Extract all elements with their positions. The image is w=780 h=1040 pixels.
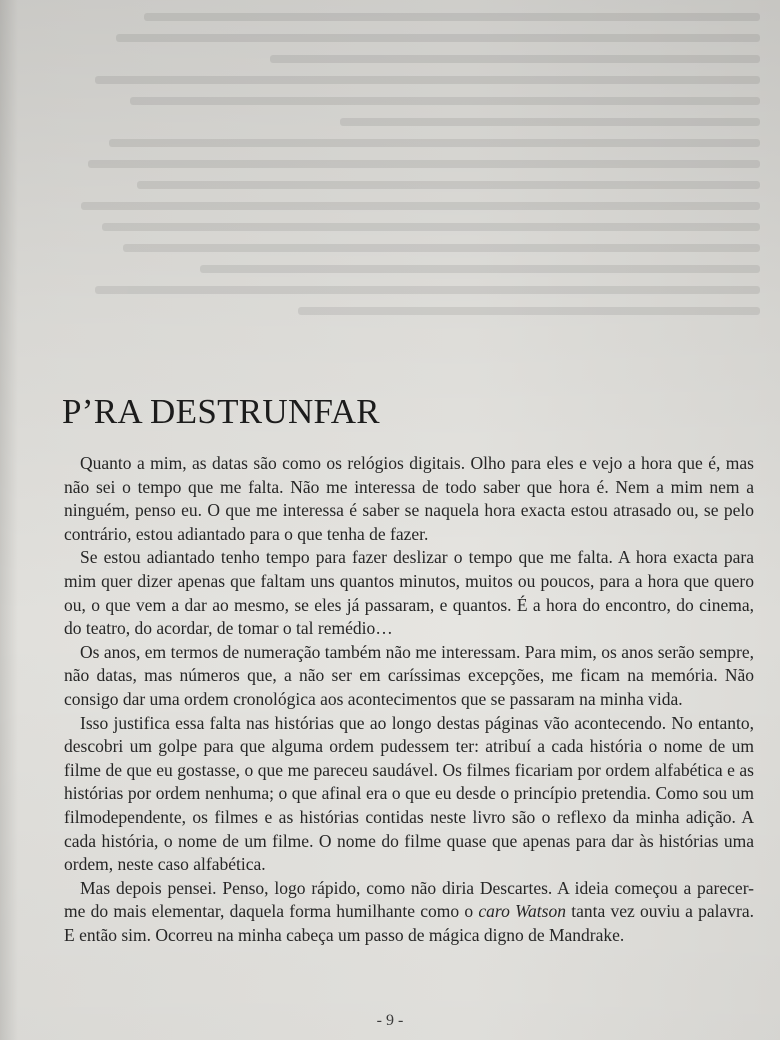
bleed-through-text [60, 0, 760, 380]
paragraph-text: tanta vez ouviu a palavra. E então sim. Ocorreu na minha cabeça um passo de mágica digno de Mandrake. [64, 901, 754, 945]
chapter-body [64, 452, 754, 947]
paragraph-text: Mas depois pensei. Penso, logo rápido, como não diria Descartes. A ideia começou a parecer-me do mais elementar, daquela forma humilhante como o [64, 877, 754, 922]
paragraph: Se estou adiantado tenho tempo para fazer deslizar o tempo que me falta. A hora exacta para mim quer dizer apenas que faltam uns quantos minutos, muitos ou poucos, para a hora que quero ou, o que vem a dar ao mesmo, se eles já passaram, e quantos. É a hora do encontro, do cinema, do teatro, do acordar, de tomar o tal remédio… [64, 547, 754, 639]
italic-phrase: caro Watson [478, 901, 566, 922]
page-number: - 9 - [376, 1012, 404, 1029]
paragraph-last [64, 877, 754, 948]
paragraph: Quanto a mim, as datas são como os relógios digitais. Olho para eles e vejo a hora que é, mas não sei o tempo que me falta. Não me interessa de todo saber que hora é. Nem a mim nem a ninguém, penso eu. O que me interessa é saber se naquela hora exacta estou atrasado ou, se pelo contrário, estou adiantado para o que tenha de fazer. [64, 453, 754, 544]
chapter-title: P’RA DESTRUNFAR [62, 392, 380, 431]
paragraph: Os anos, em termos de numeração também não me interessam. Para mim, os anos serão sempre, não datas, mas números que, a não ser em caríssimas excepções, me ficam na memória. Não consigo dar uma ordem cronológica aos acontecimentos que se passaram na minha vida. [64, 641, 754, 709]
paragraph: Isso justifica essa falta nas histórias que ao longo destas páginas vão acontecendo. No entanto, descobri um golpe para que alguma ordem pudessem ter: atribuí a cada história o nome de um filme de que eu gostasse, o que me pareceu saudável. Os filmes ficariam por ordem alfabética e as histórias por ordem nenhuma; o que afinal era o que eu desde o princípio pretendia. Como sou um filmodependente, os filmes e as histórias contidas neste livro são o reflexo da minha adição. A cada história, o nome de um filme. O nome do filme quase que apenas para dar às histórias uma ordem, neste caso alfabética. [64, 712, 754, 875]
